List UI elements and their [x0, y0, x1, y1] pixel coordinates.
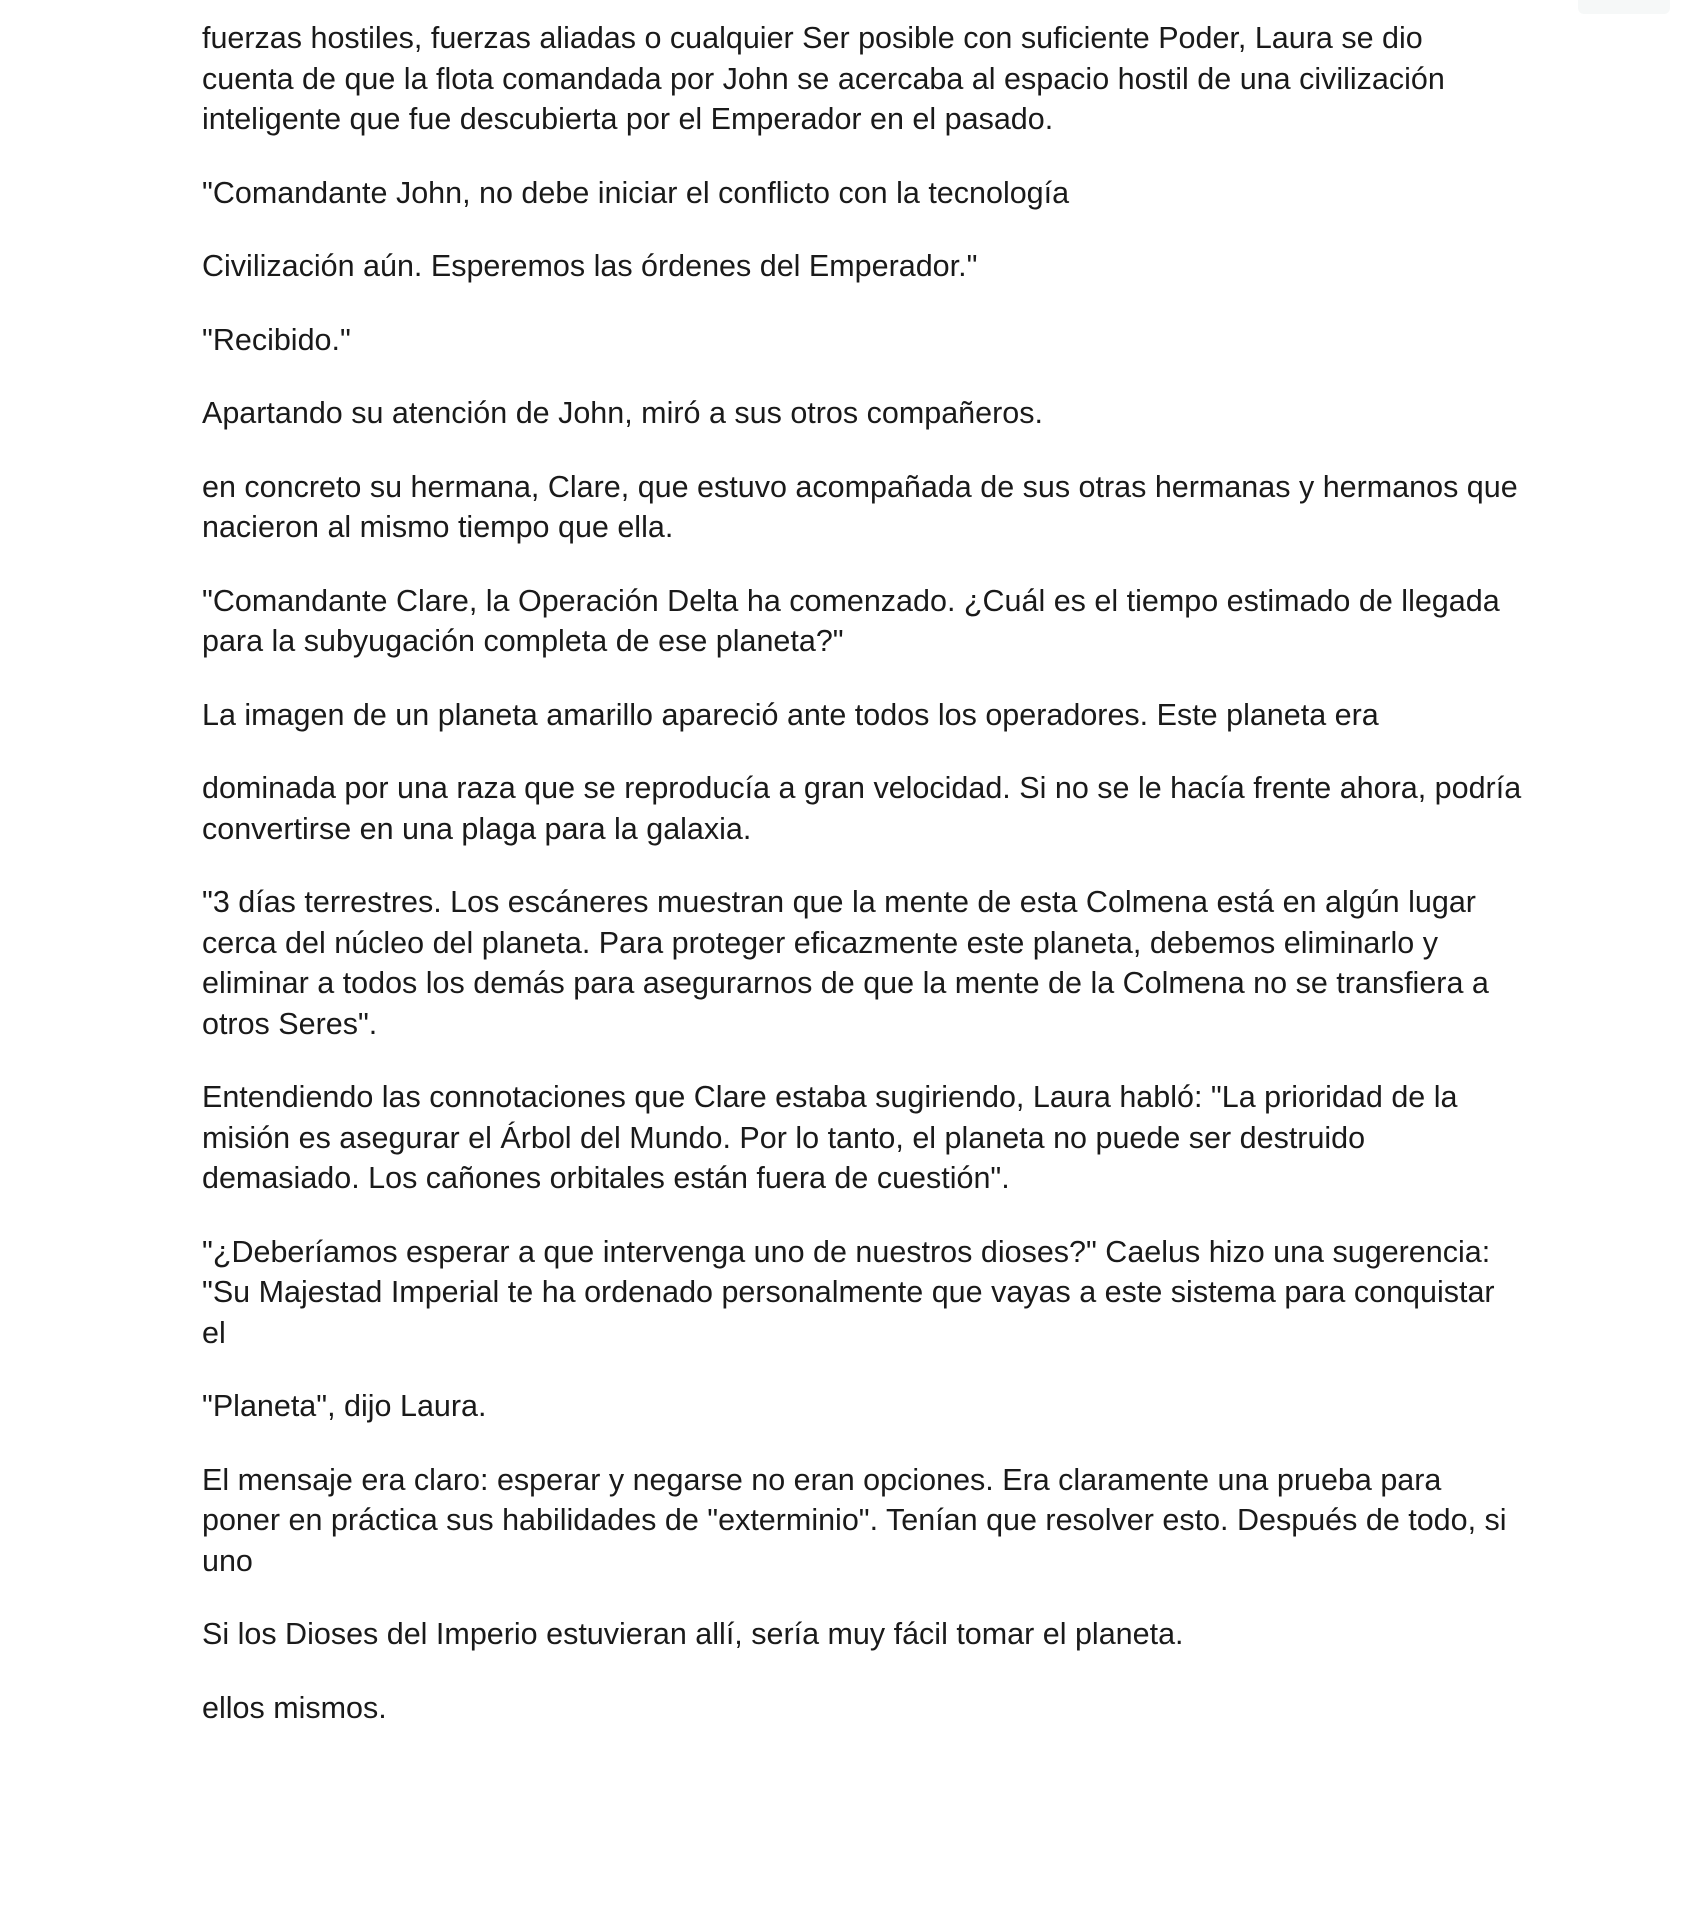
text-line: de llegada para la subyugación completa de ese planeta?" [202, 583, 1500, 658]
text-line: destruido demasiado. Los cañones orbitales están fuera de cuestión". [202, 1120, 1366, 1195]
page-corner-mark [1578, 0, 1670, 14]
text-line: El mensaje era claro: esperar y negarse no eran opciones. Era claramente una prueba [202, 1462, 1372, 1497]
text-line: para poner en práctica sus habilidades de "exterminio". Tenían que resolver esto. [202, 1462, 1442, 1537]
text-line: "3 días terrestres. Los escáneres muestran que la mente de esta Colmena está en [202, 885, 1317, 919]
text-line: algún lugar cerca del núcleo del planeta. Para proteger eficazmente este planeta, [202, 885, 1476, 960]
paragraph-14 [202, 1460, 1522, 1582]
text-line: "¿Deberíamos esperar a que intervenga uno de nuestros dioses?" Caelus hizo una [202, 1234, 1325, 1269]
paragraph-15 [202, 1614, 1522, 1655]
paragraph-8 [202, 695, 1522, 736]
text-line: la Colmena no se transfiera a otros Seres". [202, 966, 1489, 1041]
text-line: Civilización aún. Esperemos las órdenes del Emperador." [202, 249, 978, 283]
text-line: "Comandante Clare, la Operación Delta ha comenzado. ¿Cuál es el tiempo estimado [202, 583, 1351, 618]
text-line: Después de todo, si uno [202, 1503, 1507, 1578]
text-line: fuerzas hostiles, fuerzas aliadas o cualquier Ser posible con suficiente Poder, Laura se [202, 21, 1374, 55]
document-text-body [202, 18, 1522, 1761]
text-line: Entendiendo las connotaciones que Clare estaba sugiriendo, Laura habló: "La prioridad [202, 1080, 1383, 1114]
paragraph-13 [202, 1386, 1522, 1427]
text-line: La imagen de un planeta amarillo apareció ante todos los operadores. Este planeta era [202, 697, 1379, 732]
text-line: dio cuenta de que la flota comandada por John se acercaba al espacio hostil de una [202, 21, 1423, 96]
text-line: "Recibido." [202, 322, 351, 357]
text-line: "Comandante John, no debe iniciar el conflicto con la tecnología [202, 175, 1070, 210]
paragraph-2 [202, 173, 1522, 214]
paragraph-3 [202, 246, 1522, 287]
paragraph-6 [202, 467, 1522, 548]
paragraph-16 [202, 1688, 1522, 1729]
text-line: Apartando su atención de John, miró a sus otros compañeros. [202, 396, 1043, 430]
text-line: sistema para conquistar el [202, 1275, 1495, 1350]
paragraph-9 [202, 768, 1522, 849]
text-line: debemos eliminarlo y eliminar a todos los demás para asegurarnos de que la mente de [202, 925, 1438, 1000]
paragraph-11 [202, 1077, 1522, 1199]
text-line: en concreto su hermana, Clare, que estuvo acompañada de sus otras hermanas y [202, 469, 1315, 504]
text-line: ahora, podría convertirse en una plaga para la galaxia. [202, 771, 1522, 846]
text-line: ellos mismos. [202, 1690, 387, 1725]
paragraph-1 [202, 18, 1522, 140]
paragraph-5 [202, 393, 1522, 434]
text-line: sugerencia: "Su Majestad Imperial te ha ordenado personalmente que vayas a este [202, 1234, 1491, 1309]
text-line: de la misión es asegurar el Árbol del Mundo. Por lo tanto, el planeta no puede ser [202, 1080, 1458, 1155]
text-line: civilización inteligente que fue descubierta por el Emperador en el pasado. [202, 61, 1445, 136]
paragraph-10 [202, 882, 1522, 1044]
paragraph-12 [202, 1232, 1522, 1354]
text-line: dominada por una raza que se reproducía a gran velocidad. Si no se le hacía frente [202, 771, 1332, 805]
paragraph-7 [202, 581, 1522, 662]
text-line: Si los Dioses del Imperio estuvieran allí, sería muy fácil tomar el planeta. [202, 1617, 1184, 1651]
text-line: hermanos que nacieron al mismo tiempo que ella. [202, 469, 1518, 544]
text-line: "Planeta", dijo Laura. [202, 1389, 487, 1423]
paragraph-4 [202, 320, 1522, 361]
